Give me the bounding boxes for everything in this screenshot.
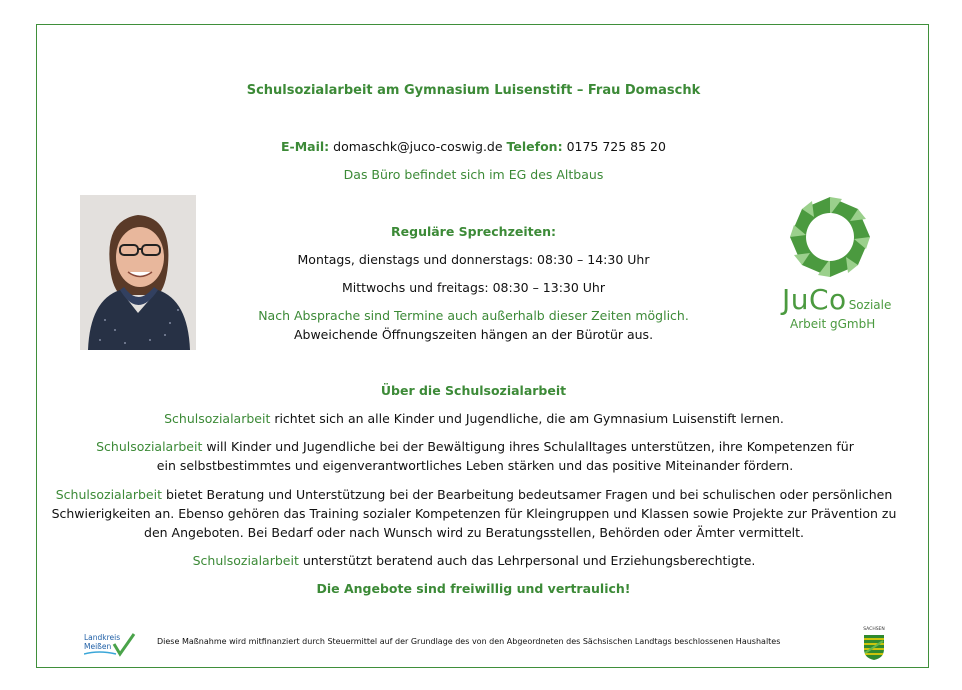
logo-soziale: Soziale (848, 298, 892, 312)
closing-statement: Die Angebote sind freiwillig und vertraulich! (316, 581, 631, 596)
keyword: Schulsozialarbeit (192, 553, 299, 568)
logo-juco: JuCo (782, 283, 847, 316)
checkmark-icon (84, 632, 136, 658)
coat-of-arms-icon (862, 633, 886, 661)
paragraph-text: unterstützt beratend auch das Lehrpersonal und Erziehungsberechtigte. (298, 553, 756, 568)
landkreis-line-2: Meißen (84, 642, 112, 651)
hours-line-2: Mittwochs und freitags: 08:30 – 13:30 Uhr (341, 280, 605, 295)
contact-line (36, 137, 911, 156)
hours-line-1: Montags, dienstags und donnerstags: 08:30 – 14:30 Uhr (297, 252, 650, 267)
hours-notice: Abweichende Öffnungszeiten hängen an der Bürotür aus. (293, 327, 654, 342)
office-location: Das Büro befindet sich im EG des Altbaus (343, 167, 604, 182)
funding-notice: Diese Maßnahme wird mitfinanziert durch Steuermittel auf der Grundlage des von den Abgeordneten des Sächsischen Landtags beschlossenen Haushaltes (157, 637, 781, 646)
about-paragraph-3 (46, 485, 902, 542)
keyword: Schulsozialarbeit (55, 487, 162, 502)
landkreis-logo (84, 632, 136, 658)
about-heading: Über die Schulsozialarbeit (380, 383, 567, 398)
page-title: Schulsozialarbeit am Gymnasium Luisenstift – Frau Domaschk (246, 83, 701, 98)
about-paragraph-2 (90, 437, 860, 475)
paragraph-text: bietet Beratung und Unterstützung bei der Bearbeitung bedeutsamer Fragen und bei schulischen oder persönlichen Schwierigkeiten an. Ebenso gehören das Training sozialer Kompetenzen für Kleingruppen und Klassen sowie Projekte zur Prävention zu den Angeboten. Bei Bedarf oder nach Wunsch wird zu Beratungsstellen, Behörden oder Ämter vermittelt. (51, 487, 897, 540)
landkreis-line-1: Landkreis (84, 633, 121, 642)
phone-label: Telefon: (506, 139, 563, 154)
logo-gmbh: Arbeit gGmbH (790, 317, 876, 331)
keyword: Schulsozialarbeit (96, 439, 203, 454)
paragraph-text: will Kinder und Jugendliche bei der Bewältigung ihres Schulalltages unterstützen, ihre Kompetenzen für ein selbstbestimmtes und eigenverantwortliches Leben stärken und das positive Miteinander fördern. (156, 439, 854, 473)
hours-heading: Reguläre Sprechzeiten: (391, 224, 556, 239)
phone-number[interactable]: 0175 725 85 20 (566, 139, 666, 154)
about-paragraph-1 (50, 409, 898, 428)
sachsen-logo (862, 627, 886, 663)
keyword: Schulsozialarbeit (164, 411, 271, 426)
sachsen-label: SACHSEN (863, 627, 885, 632)
appointment-note: Nach Absprache sind Termine auch außerhalb dieser Zeiten möglich. (258, 308, 689, 323)
about-paragraph-4 (50, 551, 898, 570)
email-label: E-Mail: (281, 139, 330, 154)
email-address[interactable]: domaschk@juco-coswig.de (333, 139, 503, 154)
paragraph-text: richtet sich an alle Kinder und Jugendliche, die am Gymnasium Luisenstift lernen. (270, 411, 784, 426)
logo-wordmark (782, 283, 891, 316)
